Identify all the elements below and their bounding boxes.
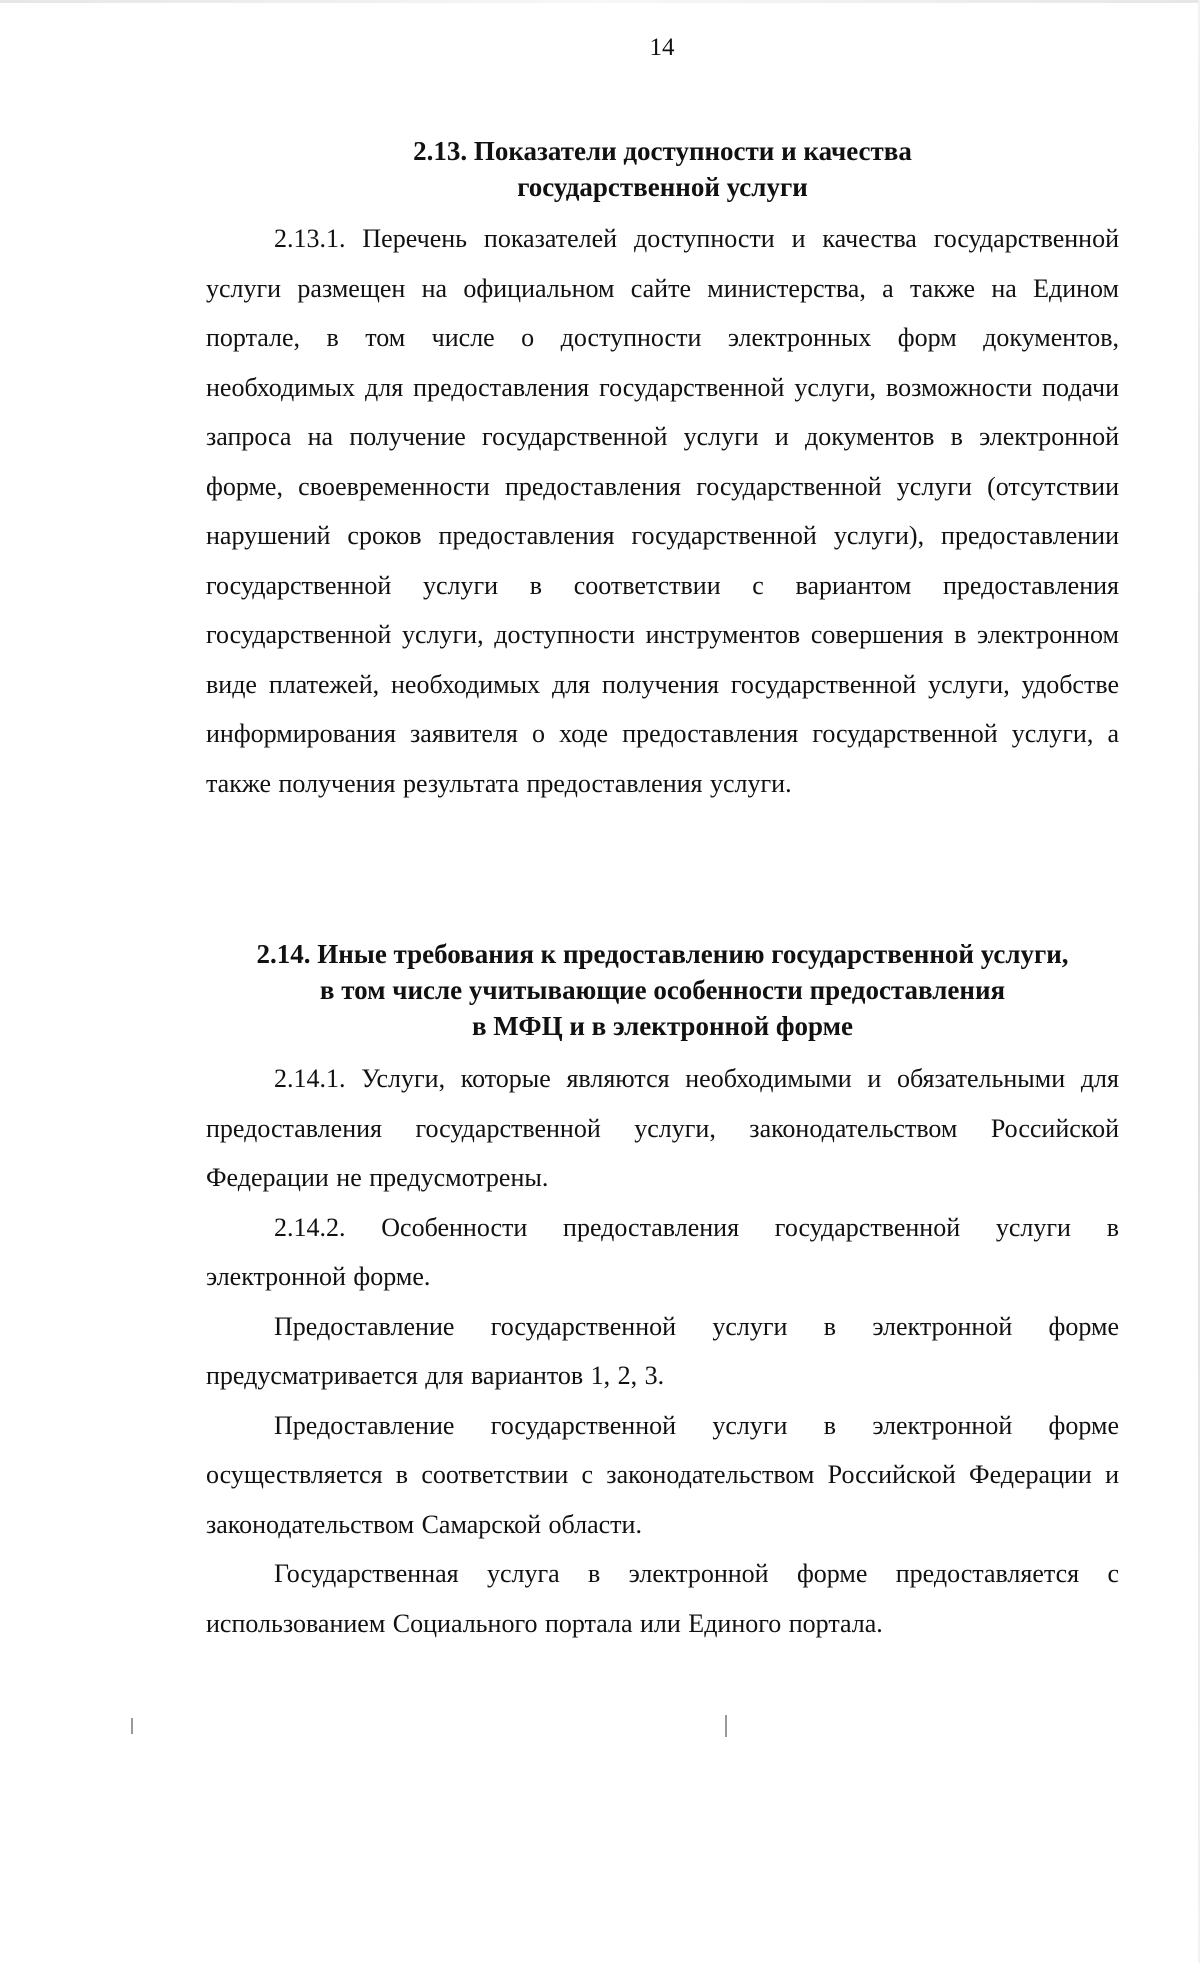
paragraph-2-14-3: Предоставление государственной услуги в электронной форме предусматривается для вариантов 1, 2, 3. xyxy=(206,1311,1119,1390)
paragraph-2-14-5: Государственная услуга в электронной форме предоставляется с использованием Социального портала или Единого портала. xyxy=(206,1559,1119,1638)
section-2-14-heading-line2: в том числе учитывающие особенности предоставления xyxy=(319,975,1006,1005)
paragraph-2-13-1: 2.13.1. Перечень показателей доступности и качества государственной услуги размещен на официальном сайте министерства, а также на Едином портале, в том числе о доступности электронных форм документов, необходимых для предоставления государственной услуги, возможности подачи запроса на получение государственной услуги и документов в электронной форме, своевременности предоставления государственной услуги (отсутствии нарушений сроков предоставления государственной услуги), предоставлении государственной услуги в соответствии с вариантом предоставления государственной услуги, доступности инструментов совершения в электронном виде платежей, необходимых для получения государственной услуги, удобстве информирования заявителя о ходе предоставления государственной услуги, а также получения результата предоставления услуги. xyxy=(206,224,1119,798)
scan-artifact-left xyxy=(131,1718,133,1734)
section-2-14-heading-line1: 2.14. Иные требования к предоставлению государственной услуги, xyxy=(256,939,1069,969)
section-2-13 xyxy=(206,133,1119,808)
page-number: 14 xyxy=(649,34,675,61)
section-2-14 xyxy=(206,936,1119,1648)
section-2-14-heading xyxy=(206,936,1119,1044)
scan-top-edge xyxy=(0,0,1200,3)
paragraph-2-14-2: 2.14.2. Особенности предоставления государственной услуги в электронной форме. xyxy=(206,1212,1119,1291)
section-2-13-heading-line1: 2.13. Показатели доступности и качества xyxy=(413,136,912,166)
paragraph-2-14-1: 2.14.1. Услуги, которые являются необходимыми и обязательными для предоставления государственной услуги, законодательством Российской Федерации не предусмотрены. xyxy=(206,1064,1119,1192)
paragraph-2-14-4: Предоставление государственной услуги в электронной форме осуществляется в соответствии с законодательством Российской Федерации и законодательством Самарской области. xyxy=(206,1410,1119,1539)
section-2-13-heading-line2: государственной услуги xyxy=(517,172,808,202)
section-2-14-heading-line3: в МФЦ и в электронной форме xyxy=(471,1011,854,1041)
section-2-13-heading xyxy=(206,133,1119,205)
scan-artifact-center xyxy=(725,1715,727,1737)
